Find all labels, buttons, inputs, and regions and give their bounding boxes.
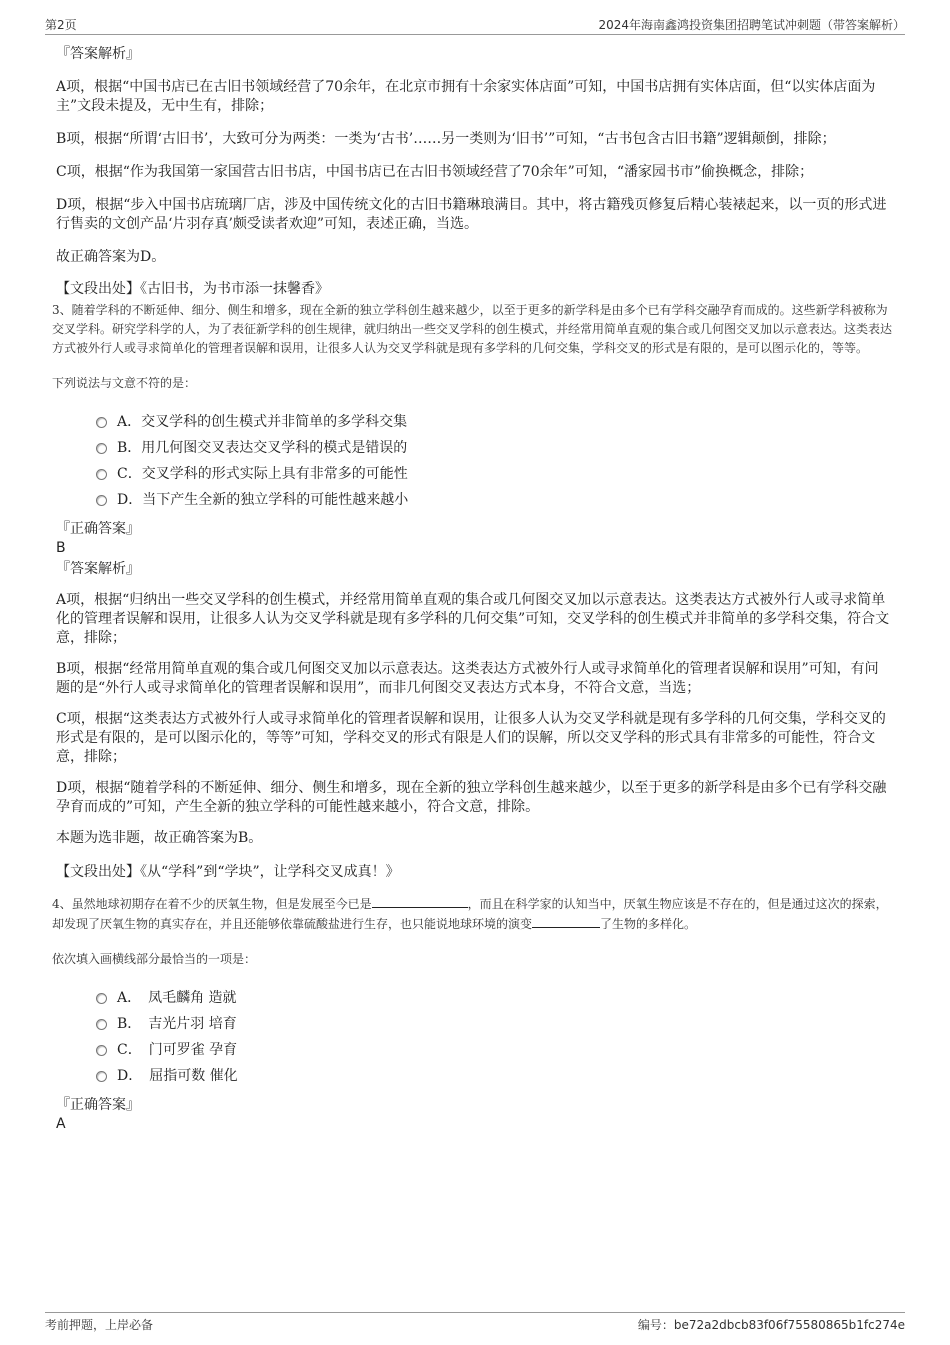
q4-stem: 4、虽然地球初期存在着不少的厌氧生物，但是发展至今已是 ，而且在科学家的认知当中，厌氧生物应该是不存在的，但是通过这次的探索，却发现了厌氧生物的真实存在，并且还能够依靠硫酸盐进行生存，也只能说地球环境的演变 了生物的多样化。 bbox=[52, 894, 892, 934]
q3-analysis-label: 『答案解析』 bbox=[56, 561, 140, 577]
radio-icon[interactable] bbox=[96, 443, 107, 454]
q3-option-b[interactable]: B．用几何图交叉表达交叉学科的模式是错误的 bbox=[96, 435, 892, 461]
q3-option-d[interactable]: D．当下产生全新的独立学科的可能性越来越小 bbox=[96, 487, 892, 513]
q3-conclusion: 本题为选非题，故正确答案为B。 bbox=[56, 830, 263, 846]
fill-blank-2 bbox=[532, 914, 600, 928]
radio-icon[interactable] bbox=[96, 993, 107, 1004]
q3-question: 下列说法与文意不符的是： bbox=[52, 376, 197, 390]
q4-correct-answer: A bbox=[56, 1116, 66, 1132]
q2-analysis-label: 『答案解析』 bbox=[56, 46, 140, 62]
footer-slogan: 考前押题，上岸必备 bbox=[45, 1318, 154, 1332]
radio-icon[interactable] bbox=[96, 1045, 107, 1056]
q4-options bbox=[96, 985, 892, 1089]
page-content bbox=[52, 44, 893, 1133]
q4-option-b[interactable]: B． 吉光片羽 培育 bbox=[96, 1011, 892, 1037]
q3-correct-label: 『正确答案』 bbox=[56, 521, 140, 537]
q3-option-a[interactable]: A．交叉学科的创生模式并非简单的多学科交集 bbox=[96, 409, 892, 435]
q3-analysis-a: A项，根据“归纳出一些交叉学科的创生模式，并经常用简单直观的集合或几何图交叉加以示意表达。这类表达方式被外行人或寻求简单化的管理者误解和误用，让很多人认为交叉学科就是现有多学科的几何交集”可知，交叉学科的创生模式并非简单的多学科交集，符合文意，排除； bbox=[56, 592, 890, 646]
q4-option-d[interactable]: D． 屈指可数 催化 bbox=[96, 1063, 892, 1089]
q3-option-c[interactable]: C．交叉学科的形式实际上具有非常多的可能性 bbox=[96, 461, 892, 487]
q4-question: 依次填入画横线部分最恰当的一项是： bbox=[52, 952, 257, 966]
radio-icon[interactable] bbox=[96, 1071, 107, 1082]
q2-analysis-c: C项，根据“作为我国第一家国营古旧书店，中国书店已在古旧书领域经营了70余年”可知，“潘家园书市”偷换概念，排除； bbox=[56, 164, 814, 180]
q4-correct-label: 『正确答案』 bbox=[56, 1097, 140, 1113]
q3-options bbox=[96, 409, 892, 513]
radio-icon[interactable] bbox=[96, 1019, 107, 1030]
q2-analysis-d: D项，根据“步入中国书店琉璃厂店，涉及中国传统文化的古旧书籍琳琅满目。其中，将古籍残页修复后精心装裱起来，以一页的形式进行售卖的文创产品‘片羽存真’颇受读者欢迎”可知，表述正确，当选。 bbox=[56, 197, 887, 232]
radio-icon[interactable] bbox=[96, 469, 107, 480]
fill-blank-1 bbox=[372, 894, 468, 908]
q4-option-a[interactable]: A． 凤毛麟角 造就 bbox=[96, 985, 892, 1011]
q3-analysis-c: C项，根据“这类表达方式被外行人或寻求简单化的管理者误解和误用，让很多人认为交叉学科就是现有多学科的几何交集，学科交叉的形式是有限的，是可以图示化的，等等”可知，学科交叉的形式有限是人们的误解，所以交叉学科的形式具有非常多的可能性，符合文意，排除； bbox=[56, 711, 886, 765]
q3-source: 【文段出处】《从“学科”到“学块”，让学科交叉成真！》 bbox=[56, 864, 400, 880]
page-header bbox=[45, 14, 905, 35]
document-id: 编号：be72a2dbcb83f06f75580865b1fc274e bbox=[637, 1318, 905, 1332]
q4-option-c[interactable]: C． 门可罗雀 孕育 bbox=[96, 1037, 892, 1063]
page-footer bbox=[45, 1312, 905, 1331]
q2-source: 【文段出处】《古旧书，为书市添一抹馨香》 bbox=[56, 281, 329, 297]
q3-stem: 3、随着学科的不断延伸、细分、侧生和增多，现在全新的独立学科创生越来越少，以至于更多的新学科是由多个已有学科交融孕育而成的。这些新学科被称为交叉学科。研究学科学的人，为了表征新学科的创生规律，就归纳出一些交叉学科的创生模式，并经常用简单直观的集合或几何图交叉加以示意表达。这类表达方式被外行人或寻求简单化的管理者误解和误用，让很多人认为交叉学科就是现有多学科的几何交集，学科交叉的形式是有限的，是可以图示化的，等等。 bbox=[52, 303, 893, 355]
q2-conclusion: 故正确答案为D。 bbox=[56, 249, 166, 265]
q3-analysis-d: D项，根据“随着学科的不断延伸、细分、侧生和增多，现在全新的独立学科创生越来越少，以至于更多的新学科是由多个已有学科交融孕育而成的”可知，产生全新的独立学科的可能性越来越小，符合文意，排除。 bbox=[56, 780, 887, 815]
radio-icon[interactable] bbox=[96, 417, 107, 428]
q2-analysis-b: B项，根据“所谓‘古旧书’，大致可分为两类：一类为‘古书’……另一类则为‘旧书’”可知，“古书包含古旧书籍”逻辑颠倒，排除； bbox=[56, 131, 836, 147]
q3-analysis-b: B项，根据“经常用简单直观的集合或几何图交叉加以示意表达。这类表达方式被外行人或寻求简单化的管理者误解和误用”可知，有问题的是“外行人或寻求简单化的管理者误解和误用”，而非几何图交叉表达方式本身，不符合文意，当选； bbox=[56, 661, 879, 696]
q3-correct-answer: B bbox=[56, 540, 66, 556]
document-title: 2024年海南鑫鸿投资集团招聘笔试冲刺题（带答案解析） bbox=[598, 18, 905, 32]
page-number: 第2页 bbox=[45, 18, 77, 32]
radio-icon[interactable] bbox=[96, 495, 107, 506]
q2-analysis-a: A项，根据“中国书店已在古旧书领域经营了70余年，在北京市拥有十余家实体店面”可知，中国书店拥有实体店面，但“以实体店面为主”文段未提及，无中生有，排除； bbox=[56, 79, 876, 114]
